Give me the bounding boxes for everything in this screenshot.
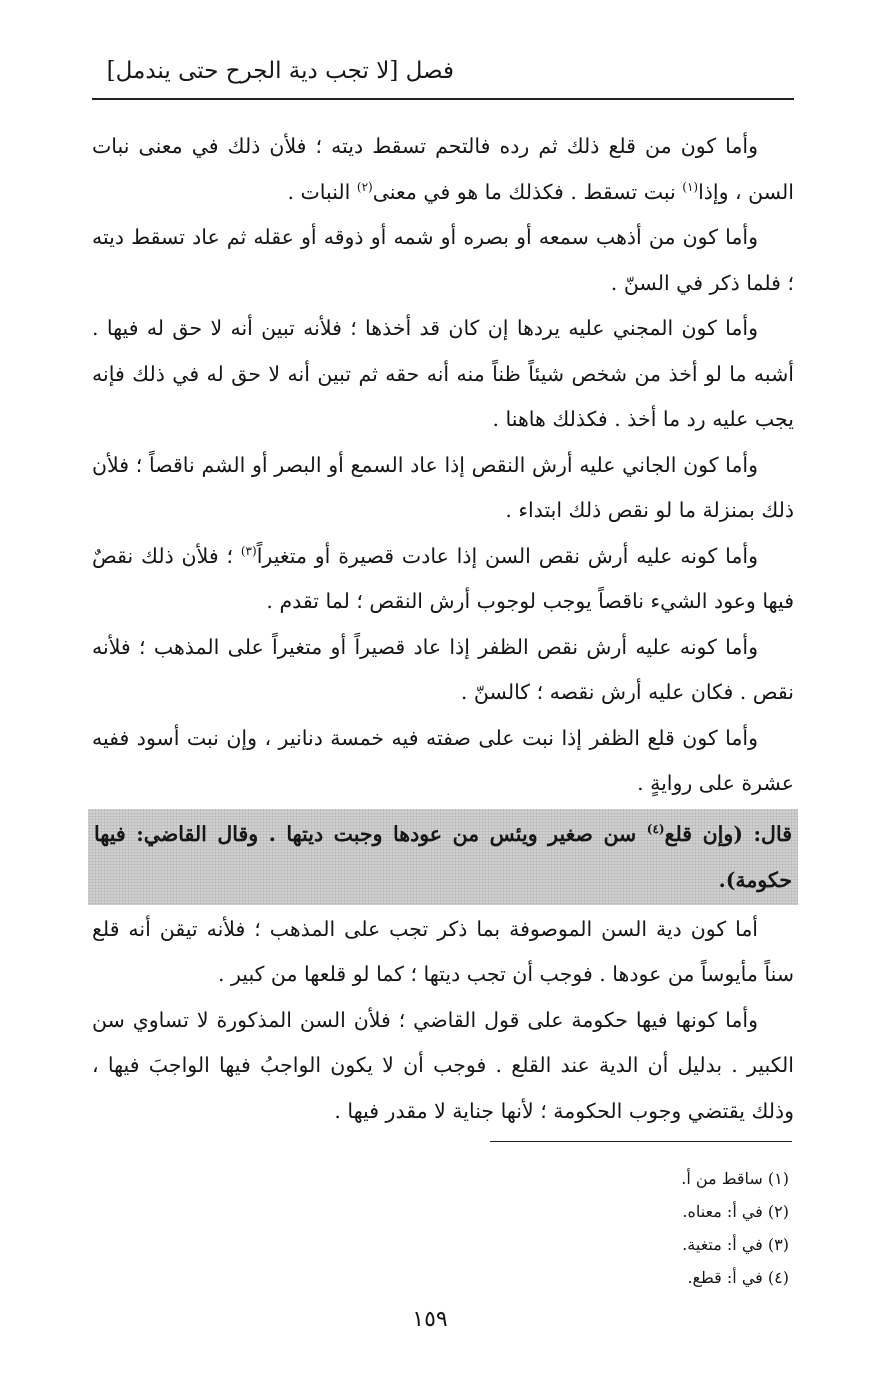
page-number: ١٥٩: [412, 1307, 448, 1332]
paragraph: [92, 534, 794, 625]
paragraph-text: النبات .: [287, 179, 357, 204]
footnote-ref: (٣): [240, 543, 257, 558]
quote-lead: قال:: [742, 821, 793, 846]
paragraph: وأما كون المجني عليه يردها إن كان قد أخذها ؛ فلأنه تبين أنه لا حق له فيها . أشبه ما لو أخذ من شخص شيئاً ظناً منه أنه حقه ثم تبين أنه لا حق له في ذلك فإنه يجب عليه رد ما أخذ . فكذلك هاهنا .: [92, 316, 794, 431]
chapter-title: فصل [لا تجب دية الجرح حتى يندمل]: [106, 58, 454, 84]
footnote-ref: (١): [682, 179, 699, 194]
running-header: [92, 52, 794, 100]
footnote: (٤) في أ: قطع.: [687, 1268, 789, 1287]
footnotes: [681, 1162, 789, 1294]
footnote: (٣) في أ: متغية.: [682, 1235, 789, 1254]
quoted-matn: [88, 809, 798, 905]
paragraph-text: نبت تسقط . فكذلك ما هو في معنى: [372, 179, 683, 204]
footnote-divider: [490, 1141, 792, 1142]
paragraph-text: وأما كون من قلع ذلك ثم رده فالتحم تسقط ديته ؛ فلأن ذلك في معنى نبات السن ، وإذا: [92, 134, 794, 204]
footnote: (٢) في أ: معناه.: [682, 1202, 789, 1221]
paragraph-text: وأما كونه عليه أرش نقص السن إذا عادت قصيرة أو متغيراً: [256, 543, 758, 568]
footnote-ref: (٢): [356, 179, 373, 194]
footnote-ref: (٤): [646, 821, 665, 836]
quote-text: (وإن قلع: [664, 821, 743, 846]
paragraph: وأما كون قلع الظفر إذا نبت على صفته فيه خمسة دنانير ، وإن نبت أسود ففيه عشرة على روايةٍ .: [92, 725, 794, 795]
paragraph-text: ؛ فلأن ذلك نقصٌ فيها وعود الشيء ناقصاً يوجب لوجوب أرش النقص ؛ لما تقدم .: [92, 543, 794, 613]
main-text: [92, 124, 794, 1134]
quote-text: سن صغير ويئس من عودها وجبت ديتها . وقال القاضي: فيها حكومة).: [94, 821, 792, 892]
paragraph: وأما كونها فيها حكومة على قول القاضي ؛ فلأن السن المذكورة لا تساوي سن الكبير . بدليل أن الدية عند القلع . فوجب أن لا يكون الواجبُ فيها الواجبَ فيها ، وذلك يقتضي وجوب الحكومة ؛ لأنها جناية لا مقدر فيها .: [92, 1007, 794, 1123]
paragraph: أما كون دية السن الموصوفة بما ذكر تجب على المذهب ؛ فلأنه تيقن أنه قلع سناً مأيوساً من عودها . فوجب أن تجب ديتها ؛ كما لو قلعها من كبير .: [92, 916, 794, 986]
paragraph: وأما كون الجاني عليه أرش النقص إذا عاد السمع أو البصر أو الشم ناقصاً ؛ فلأن ذلك بمنزلة ما لو نقص ذلك ابتداء .: [92, 452, 794, 522]
paragraph: وأما كون من أذهب سمعه أو بصره أو شمه أو ذوقه أو عقله ثم عاد تسقط ديته ؛ فلما ذكر في السنّ .: [92, 225, 794, 295]
paragraph: [92, 124, 794, 215]
paragraph: وأما كونه عليه أرش نقص الظفر إذا عاد قصيراً أو متغيراً على المذهب ؛ فلأنه نقص . فكان عليه أرش نقصه ؛ كالسنّ .: [92, 634, 794, 704]
footnote: (١) ساقط من أ.: [681, 1169, 789, 1188]
